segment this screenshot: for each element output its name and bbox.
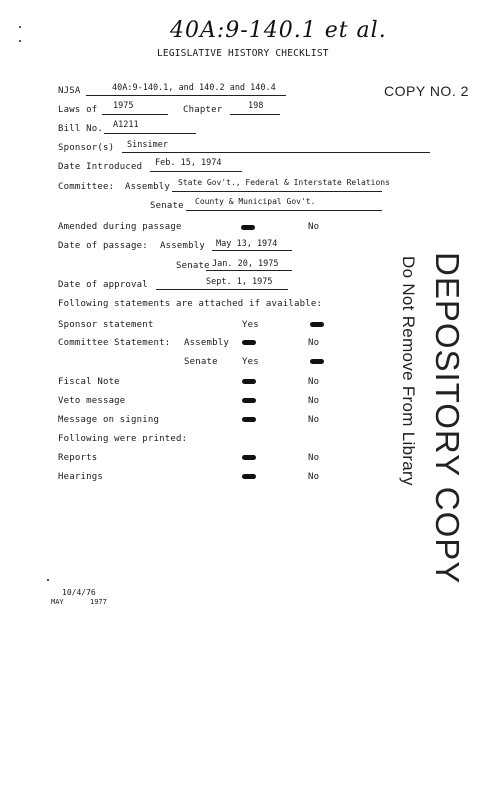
bill-no-value: A1211	[113, 120, 139, 130]
amended-label: Amended during passage	[58, 222, 182, 232]
footer-date-month: MAY	[51, 598, 64, 606]
scan-speck	[19, 40, 21, 42]
committee-statement-senate-label: Senate	[184, 357, 218, 367]
footer-date-primary: 10/4/76	[62, 588, 96, 597]
committee-senate-yes: Yes	[242, 357, 259, 367]
sponsors-value: Sinsimer	[127, 140, 168, 150]
committee-label: Committee:	[58, 182, 115, 192]
yes-checkmark-blot	[242, 379, 256, 384]
copy-number: COPY NO. 2	[384, 83, 469, 99]
passage-assembly-value: May 13, 1974	[216, 239, 278, 249]
date-introduced-underline	[150, 171, 242, 172]
committee-senate-label: Senate	[150, 201, 184, 211]
passage-senate-underline	[206, 270, 292, 271]
scan-speck	[47, 579, 49, 581]
committee-assembly-underline	[172, 191, 382, 192]
yes-checkmark-blot	[241, 225, 255, 230]
date-of-approval-value: Sept. 1, 1975	[206, 277, 273, 287]
yes-checkmark-blot	[242, 417, 256, 422]
no-checkmark-blot	[310, 322, 324, 327]
laws-of-value: 1975	[113, 101, 134, 111]
date-of-approval-label: Date of approval	[58, 280, 148, 290]
no-checkmark-blot	[310, 359, 324, 364]
laws-of-underline	[102, 114, 168, 115]
scan-speck	[19, 26, 21, 28]
bill-no-label: Bill No.	[58, 124, 103, 134]
committee-statement-label: Committee Statement:	[58, 338, 171, 348]
amended-no: No	[308, 222, 320, 232]
laws-of-label: Laws of	[58, 105, 98, 115]
yes-checkmark-blot	[242, 398, 256, 403]
committee-senate-value: County & Municipal Gov't.	[195, 197, 316, 206]
hearings-label: Hearings	[58, 472, 103, 482]
footer-date-year: 1977	[90, 598, 107, 606]
chapter-underline	[230, 114, 280, 115]
reports-label: Reports	[58, 453, 98, 463]
njsa-label: NJSA	[58, 86, 81, 96]
handwritten-reference: 40A:9-140.1 et al.	[170, 18, 387, 43]
bill-no-underline	[104, 133, 196, 134]
sponsors-label: Sponsor(s)	[58, 143, 115, 153]
date-introduced-label: Date Introduced	[58, 162, 143, 172]
date-introduced-value: Feb. 15, 1974	[155, 158, 222, 168]
veto-message-label: Veto message	[58, 396, 126, 406]
committee-assembly-value: State Gov't., Federal & Interstate Relations	[178, 178, 390, 187]
yes-checkmark-blot	[242, 340, 256, 345]
depository-stamp-subtitle: Do Not Remove From Library	[399, 256, 418, 486]
following-attached-label: Following statements are attached if available:	[58, 299, 323, 309]
fiscal-note-label: Fiscal Note	[58, 377, 120, 387]
following-printed-label: Following were printed:	[58, 434, 188, 444]
date-of-passage-label: Date of passage:	[58, 241, 148, 251]
sponsor-statement-yes: Yes	[242, 320, 259, 330]
njsa-underline	[86, 95, 286, 96]
chapter-label: Chapter	[183, 105, 223, 115]
passage-assembly-label: Assembly	[160, 241, 205, 251]
committee-assembly-no: No	[308, 338, 320, 348]
sponsor-statement-label: Sponsor statement	[58, 320, 154, 330]
yes-checkmark-blot	[242, 455, 256, 460]
date-of-approval-underline	[156, 289, 288, 290]
sponsors-underline	[122, 152, 430, 153]
committee-assembly-label: Assembly	[125, 182, 170, 192]
passage-senate-value: Jan. 20, 1975	[212, 259, 279, 269]
reports-no: No	[308, 453, 320, 463]
depository-stamp-title: DEPOSITORY COPY	[429, 252, 466, 585]
page-title: LEGISLATIVE HISTORY CHECKLIST	[157, 48, 329, 59]
passage-assembly-underline	[212, 250, 292, 251]
passage-senate-label: Senate	[176, 261, 210, 271]
message-signing-label: Message on signing	[58, 415, 160, 425]
committee-senate-underline	[186, 210, 382, 211]
njsa-value: 40A:9-140.1, and 140.2 and 140.4	[112, 83, 276, 93]
hearings-no: No	[308, 472, 320, 482]
committee-statement-assembly-label: Assembly	[184, 338, 229, 348]
veto-message-no: No	[308, 396, 320, 406]
fiscal-note-no: No	[308, 377, 320, 387]
message-signing-no: No	[308, 415, 320, 425]
chapter-value: 198	[248, 101, 264, 111]
yes-checkmark-blot	[242, 474, 256, 479]
